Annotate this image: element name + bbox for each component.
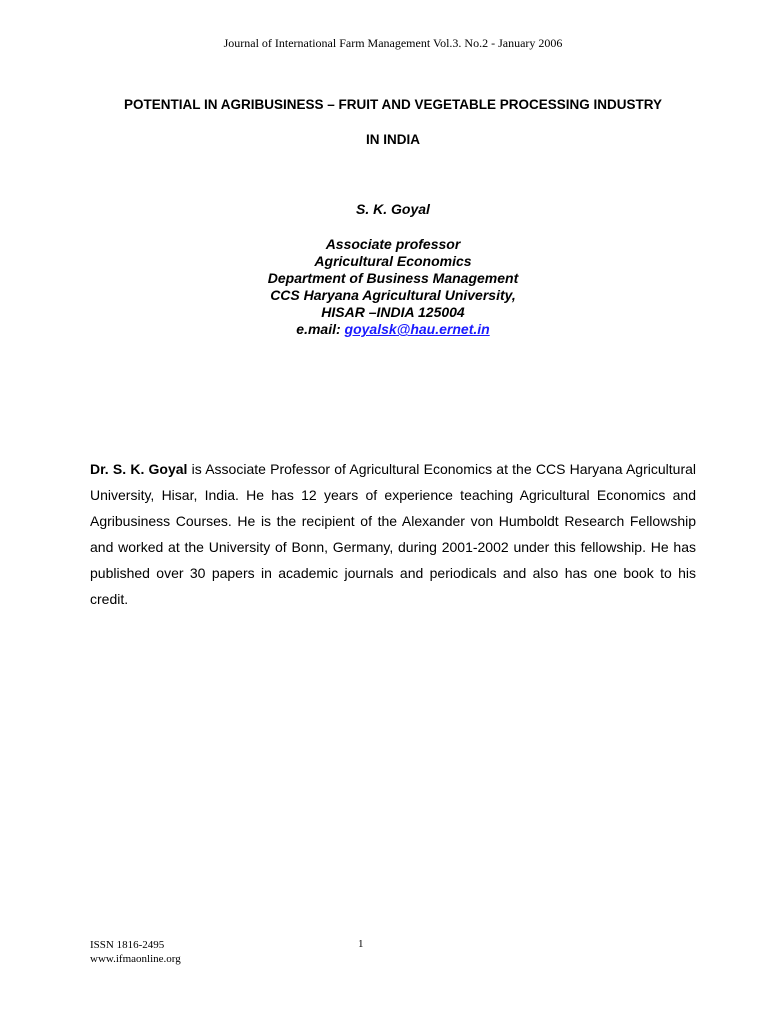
paper-title-line-2: IN INDIA bbox=[366, 132, 420, 147]
bio-text: is Associate Professor of Agricultural Economics at the CCS Haryana Agricultural University, Hisar, India. He has 12 years of experience teaching Agricultural Economics and Agribusiness Courses. He is the recipient of the Alexander von Humboldt Research Fellowship and worked at the University of Bonn, Germany, during 2001-2002 under this fellowship. He has published over 30 papers in academic journals and periodicals and also has one book to his credit. bbox=[90, 461, 696, 607]
author-bio bbox=[90, 456, 696, 612]
author-name: S. K. Goyal bbox=[356, 201, 430, 217]
author-location: HISAR –INDIA 125004 bbox=[321, 304, 465, 320]
bio-author-name: Dr. S. K. Goyal bbox=[90, 461, 188, 477]
email-link[interactable]: goyalsk@hau.ernet.in bbox=[344, 321, 490, 337]
author-email-line bbox=[0, 321, 768, 338]
journal-header: Journal of International Farm Management Vol.3. No.2 - January 2006 bbox=[223, 36, 563, 50]
author-field: Agricultural Economics bbox=[314, 253, 472, 269]
page-number: 1 bbox=[358, 938, 364, 950]
email-label: e.mail: bbox=[296, 321, 345, 337]
author-department: Department of Business Management bbox=[267, 270, 519, 286]
footer-info bbox=[90, 938, 181, 966]
author-affiliation bbox=[0, 236, 768, 338]
footer-website: www.ifmaonline.org bbox=[90, 953, 181, 965]
author-university: CCS Haryana Agricultural University, bbox=[270, 287, 516, 303]
footer-issn: ISSN 1816-2495 bbox=[90, 939, 165, 951]
paper-title-line-1: POTENTIAL IN AGRIBUSINESS – FRUIT AND VEGETABLE PROCESSING INDUSTRY bbox=[123, 97, 663, 112]
author-position: Associate professor bbox=[325, 236, 461, 252]
